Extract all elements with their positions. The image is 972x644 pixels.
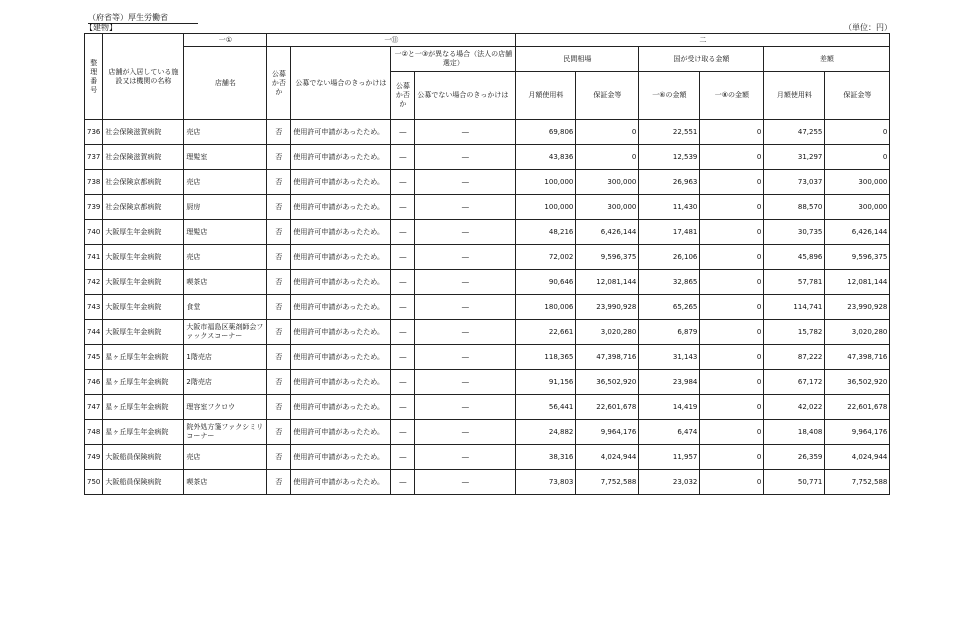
diff-fee-cell: 87,222 [764,345,825,370]
col-diff-fee-header: 月額使用料 [764,72,825,120]
state-8-cell: 0 [700,420,764,445]
table-row [85,445,890,470]
store-cell: 喫茶店 [184,270,267,295]
table-row [85,270,890,295]
table-row [85,395,890,420]
diff-deposit-cell: 9,964,176 [825,420,890,445]
diff-fee-cell: 47,255 [764,120,825,145]
market-deposit-cell: 9,596,375 [576,245,639,270]
reason-cell: 使用許可申請があったため。 [291,245,391,270]
market-fee-cell: 43,836 [516,145,576,170]
market-deposit-cell: 300,000 [576,170,639,195]
diff-group-header: 差額 [764,47,890,72]
market-deposit-cell: 36,502,920 [576,370,639,395]
facility-cell: 星ヶ丘厚生年金病院 [103,370,184,395]
facility-cell: 大阪厚生年金病院 [103,245,184,270]
category-label: 【建物】 [85,23,117,32]
state-8-cell: 0 [700,120,764,145]
reason2-cell: ― [415,145,516,170]
reason2-cell: ― [415,195,516,220]
table-row [85,145,890,170]
state-8-cell: 0 [700,295,764,320]
reason-cell: 使用許可申請があったため。 [291,145,391,170]
reason2-cell: ― [415,445,516,470]
state-6-cell: 31,143 [639,345,700,370]
facility-cell: 大阪厚生年金病院 [103,295,184,320]
diff-deposit-cell: 3,020,280 [825,320,890,345]
store-cell: 理髪室 [184,145,267,170]
diff-fee-cell: 18,408 [764,420,825,445]
market-deposit-cell: 22,601,678 [576,395,639,420]
public2-cell: ― [391,345,415,370]
col-state-8-header: 一⑧の金額 [700,72,764,120]
reason-cell: 使用許可申請があったため。 [291,470,391,495]
row-number: 748 [85,420,103,445]
diff-deposit-cell: 0 [825,120,890,145]
row-number: 737 [85,145,103,170]
diff-fee-cell: 88,570 [764,195,825,220]
reason2-cell: ― [415,370,516,395]
state-group-header: 国が受け取る金額 [639,47,764,72]
store-cell: 1階売店 [184,345,267,370]
public-cell: 否 [267,295,291,320]
state-6-cell: 23,984 [639,370,700,395]
state-6-cell: 65,265 [639,295,700,320]
market-fee-cell: 22,661 [516,320,576,345]
unit-label: （単位：円） [844,23,892,32]
reason2-cell: ― [415,170,516,195]
diff-fee-cell: 15,782 [764,320,825,345]
reason2-cell: ― [415,120,516,145]
table-row [85,245,890,270]
store-cell: 大阪市福島区薬剤師会ファックスコーナー [184,320,267,345]
public2-cell: ― [391,295,415,320]
state-6-cell: 11,957 [639,445,700,470]
facility-cell: 星ヶ丘厚生年金病院 [103,395,184,420]
row-number: 750 [85,470,103,495]
reason-cell: 使用許可申請があったため。 [291,420,391,445]
row-number: 741 [85,245,103,270]
store-cell: 売店 [184,245,267,270]
diff-deposit-cell: 22,601,678 [825,395,890,420]
state-8-cell: 0 [700,170,764,195]
col-market-fee-header: 月額使用料 [516,72,576,120]
col-public-header: 公募か否か [267,47,291,120]
public2-cell: ― [391,220,415,245]
diff-deposit-cell: 4,024,944 [825,445,890,470]
reason2-cell: ― [415,420,516,445]
reason-cell: 使用許可申請があったため。 [291,195,391,220]
diff-deposit-cell: 7,752,588 [825,470,890,495]
store-cell: 院外処方箋ファクシミリコーナー [184,420,267,445]
state-6-cell: 6,879 [639,320,700,345]
table-body [85,120,890,495]
market-fee-cell: 100,000 [516,195,576,220]
reason2-cell: ― [415,395,516,420]
table-row [85,120,890,145]
reason-cell: 使用許可申請があったため。 [291,295,391,320]
diff-deposit-cell: 36,502,920 [825,370,890,395]
col-diff-deposit-header: 保証金等 [825,72,890,120]
market-fee-cell: 90,646 [516,270,576,295]
market-deposit-cell: 300,000 [576,195,639,220]
market-fee-cell: 91,156 [516,370,576,395]
diff-fee-cell: 42,022 [764,395,825,420]
market-group-header: 民間相場 [516,47,639,72]
group-2-header: 二 [516,34,890,47]
state-8-cell: 0 [700,220,764,245]
state-6-cell: 26,106 [639,245,700,270]
store-cell: 売店 [184,445,267,470]
public2-cell: ― [391,420,415,445]
public2-cell: ― [391,470,415,495]
col-reason-header: 公募でない場合のきっかけは [291,47,391,120]
diff-deposit-cell: 6,426,144 [825,220,890,245]
market-deposit-cell: 23,990,928 [576,295,639,320]
public-cell: 否 [267,395,291,420]
diff-fee-cell: 67,172 [764,370,825,395]
public-cell: 否 [267,470,291,495]
reason2-cell: ― [415,220,516,245]
group-11-header: 一⑪ [267,34,516,47]
public2-cell: ― [391,445,415,470]
store-cell: 食堂 [184,295,267,320]
group-1-header: 一① [184,34,267,47]
facility-cell: 社会保険滋賀病院 [103,120,184,145]
row-number: 745 [85,345,103,370]
reason-cell: 使用許可申請があったため。 [291,345,391,370]
reason2-cell: ― [415,295,516,320]
public2-cell: ― [391,370,415,395]
reason-cell: 使用許可申請があったため。 [291,445,391,470]
reason2-cell: ― [415,345,516,370]
diff-fee-cell: 30,735 [764,220,825,245]
state-8-cell: 0 [700,470,764,495]
state-8-cell: 0 [700,345,764,370]
state-6-cell: 14,419 [639,395,700,420]
subgroup-23-header: 一②と一③が異なる場合（法人の店舗選定） [391,47,516,72]
store-cell: 喫茶店 [184,470,267,495]
col-no-header: 整理番号 [85,34,103,120]
market-fee-cell: 38,316 [516,445,576,470]
diff-fee-cell: 45,896 [764,245,825,270]
public2-cell: ― [391,120,415,145]
public-cell: 否 [267,245,291,270]
state-6-cell: 23,032 [639,470,700,495]
public2-cell: ― [391,270,415,295]
col-store-header: 店舗名 [184,47,267,120]
store-cell: 理容室フクロウ [184,395,267,420]
state-8-cell: 0 [700,270,764,295]
reason2-cell: ― [415,320,516,345]
public-cell: 否 [267,120,291,145]
public-cell: 否 [267,145,291,170]
market-deposit-cell: 7,752,588 [576,470,639,495]
col-state-6-header: 一⑥の金額 [639,72,700,120]
facility-cell: 社会保険京都病院 [103,170,184,195]
state-6-cell: 12,539 [639,145,700,170]
diff-deposit-cell: 300,000 [825,195,890,220]
state-8-cell: 0 [700,245,764,270]
reason-cell: 使用許可申請があったため。 [291,220,391,245]
state-6-cell: 17,481 [639,220,700,245]
diff-fee-cell: 73,037 [764,170,825,195]
public2-cell: ― [391,320,415,345]
public-cell: 否 [267,370,291,395]
market-deposit-cell: 12,081,144 [576,270,639,295]
public2-cell: ― [391,245,415,270]
table-row [85,195,890,220]
public-cell: 否 [267,195,291,220]
public-cell: 否 [267,270,291,295]
state-6-cell: 11,430 [639,195,700,220]
diff-deposit-cell: 0 [825,145,890,170]
store-cell: 厨房 [184,195,267,220]
market-deposit-cell: 4,024,944 [576,445,639,470]
table-row [85,220,890,245]
row-number: 740 [85,220,103,245]
market-fee-cell: 72,002 [516,245,576,270]
facility-cell: 社会保険京都病院 [103,195,184,220]
row-number: 746 [85,370,103,395]
market-fee-cell: 24,882 [516,420,576,445]
diff-deposit-cell: 23,990,928 [825,295,890,320]
row-number: 736 [85,120,103,145]
table-row [85,345,890,370]
reason-cell: 使用許可申請があったため。 [291,370,391,395]
state-6-cell: 26,963 [639,170,700,195]
state-8-cell: 0 [700,370,764,395]
diff-deposit-cell: 47,398,716 [825,345,890,370]
public-cell: 否 [267,345,291,370]
state-8-cell: 0 [700,145,764,170]
ministry-label: （府省等）厚生労働省 [88,13,198,24]
col-facility-header: 店舗が入居している施設又は機関の名称 [103,34,184,120]
reason-cell: 使用許可申請があったため。 [291,320,391,345]
facility-cell: 大阪厚生年金病院 [103,270,184,295]
facility-cell: 大阪船員保険病院 [103,470,184,495]
market-deposit-cell: 6,426,144 [576,220,639,245]
market-deposit-cell: 3,020,280 [576,320,639,345]
market-fee-cell: 73,803 [516,470,576,495]
facility-cell: 社会保険滋賀病院 [103,145,184,170]
table-row [85,370,890,395]
facility-cell: 大阪厚生年金病院 [103,220,184,245]
store-cell: 売店 [184,170,267,195]
facility-cell: 大阪船員保険病院 [103,445,184,470]
table-row [85,295,890,320]
diff-fee-cell: 26,359 [764,445,825,470]
market-fee-cell: 180,006 [516,295,576,320]
diff-fee-cell: 31,297 [764,145,825,170]
market-fee-cell: 118,365 [516,345,576,370]
state-8-cell: 0 [700,195,764,220]
state-8-cell: 0 [700,445,764,470]
col-market-deposit-header: 保証金等 [576,72,639,120]
public2-cell: ― [391,195,415,220]
row-number: 749 [85,445,103,470]
reason-cell: 使用許可申請があったため。 [291,395,391,420]
market-deposit-cell: 0 [576,120,639,145]
row-number: 742 [85,270,103,295]
facility-cell: 星ヶ丘厚生年金病院 [103,420,184,445]
state-8-cell: 0 [700,395,764,420]
market-fee-cell: 56,441 [516,395,576,420]
store-cell: 2階売店 [184,370,267,395]
diff-fee-cell: 50,771 [764,470,825,495]
table-row [85,320,890,345]
table-row [85,470,890,495]
market-fee-cell: 69,806 [516,120,576,145]
row-number: 738 [85,170,103,195]
state-8-cell: 0 [700,320,764,345]
reason-cell: 使用許可申請があったため。 [291,120,391,145]
market-fee-cell: 100,000 [516,170,576,195]
diff-deposit-cell: 12,081,144 [825,270,890,295]
public-cell: 否 [267,170,291,195]
col-reason2-header: 公募でない場合のきっかけは [415,72,516,120]
state-6-cell: 32,865 [639,270,700,295]
diff-deposit-cell: 300,000 [825,170,890,195]
public-cell: 否 [267,445,291,470]
public2-cell: ― [391,145,415,170]
diff-fee-cell: 57,781 [764,270,825,295]
reason-cell: 使用許可申請があったため。 [291,170,391,195]
public-cell: 否 [267,320,291,345]
public2-cell: ― [391,395,415,420]
market-deposit-cell: 47,398,716 [576,345,639,370]
market-deposit-cell: 0 [576,145,639,170]
table-row [85,420,890,445]
row-number: 747 [85,395,103,420]
reason-cell: 使用許可申請があったため。 [291,270,391,295]
facility-cell: 星ヶ丘厚生年金病院 [103,345,184,370]
col-public2-header: 公募か否か [391,72,415,120]
state-6-cell: 22,551 [639,120,700,145]
state-6-cell: 6,474 [639,420,700,445]
market-fee-cell: 48,216 [516,220,576,245]
facility-cell: 大阪厚生年金病院 [103,320,184,345]
row-number: 743 [85,295,103,320]
row-number: 744 [85,320,103,345]
store-cell: 売店 [184,120,267,145]
market-deposit-cell: 9,964,176 [576,420,639,445]
data-table [84,33,890,495]
store-cell: 理髪店 [184,220,267,245]
reason2-cell: ― [415,245,516,270]
diff-deposit-cell: 9,596,375 [825,245,890,270]
public2-cell: ― [391,170,415,195]
diff-fee-cell: 114,741 [764,295,825,320]
public-cell: 否 [267,220,291,245]
reason2-cell: ― [415,470,516,495]
row-number: 739 [85,195,103,220]
reason2-cell: ― [415,270,516,295]
public-cell: 否 [267,420,291,445]
table-row [85,170,890,195]
